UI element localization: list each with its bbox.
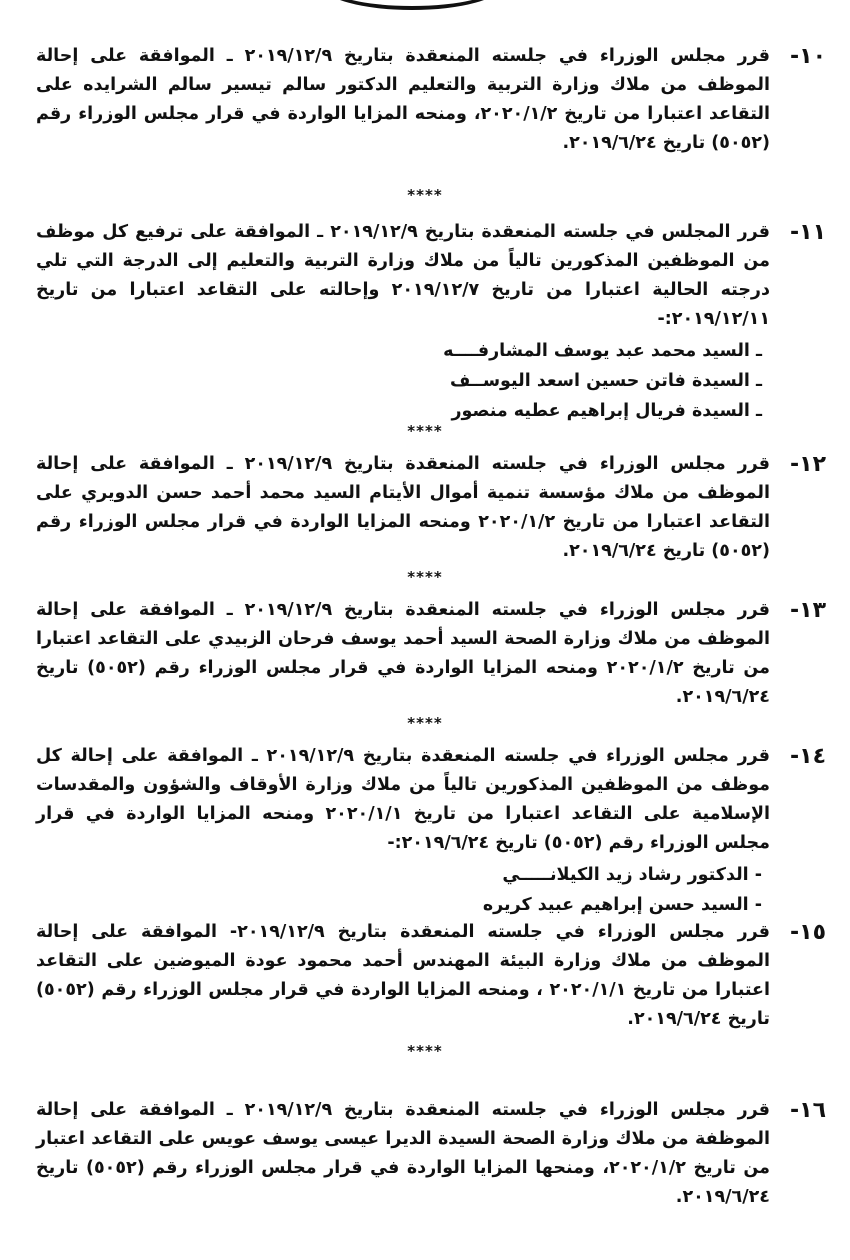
decision-item-13: [36, 596, 826, 712]
names-list: [36, 860, 770, 920]
item-number: ١٢-: [790, 452, 826, 477]
decision-item-14: [36, 742, 826, 920]
item-text: قرر مجلس الوزراء في جلسته المنعقدة بتاريخ ٢٠١٩/١٢/٩ ـ الموافقة على إحالة الموظف من ملاك وزارة التربية والتعليم الدكتور سالم تيسير سالم الشرايده على التقاعد اعتبارا من تاريخ ٢٠٢٠/١/٢، ومنحه المزايا الواردة في قرار مجلس الوزراء رقم (٥٠٥٢) تاريخ ٢٠١٩/٦/٢٤.: [36, 46, 770, 153]
item-text: قرر مجلس الوزراء في جلسته المنعقدة بتاريخ ٢٠١٩/١٢/٩ ـ الموافقة على إحالة الموظف من ملاك مؤسسة تنمية أموال الأيتام السيد محمد أحمد حسن الدويري على التقاعد اعتبارا من تاريخ ٢٠٢٠/١/٢ ومنحه المزايا الواردة في قرار مجلس الوزراء رقم (٥٠٥٢) تاريخ ٢٠١٩/٦/٢٤.: [36, 454, 770, 561]
item-number: ١٣-: [790, 598, 826, 623]
separator: ****: [407, 714, 443, 732]
list-item: - السيد حسن إبراهيم عبيد كريره: [482, 895, 762, 915]
separator: ****: [407, 422, 443, 440]
decision-item-12: [36, 450, 826, 566]
list-item: ـ السيدة فريال إبراهيم عطيه منصور: [451, 401, 762, 421]
item-text: قرر مجلس الوزراء في جلسته المنعقدة بتاريخ ٢٠١٩/١٢/٩ ـ الموافقة على إحالة كل موظف من الموظفين المذكورين تالياً من ملاك وزارة الأوقاف والشؤون والمقدسات الإسلامية على التقاعد اعتبارا من تاريخ ٢٠٢٠/١/١ ومنحه المزايا الواردة في قرار مجلس الوزراء رقم (٥٠٥٢) تاريخ ٢٠١٩/٦/٢٤:-: [36, 746, 770, 853]
decision-item-11: [36, 218, 826, 426]
names-list: [36, 336, 770, 426]
list-item: ـ السيد محمد عبد يوسف المشارفــــه: [443, 341, 762, 361]
item-number: ١١-: [790, 220, 826, 245]
separator: ****: [407, 186, 443, 204]
item-number: ١٤-: [790, 744, 826, 769]
list-item: ـ السيدة فاتن حسين اسعد اليوســف: [450, 371, 762, 391]
item-text: قرر مجلس الوزراء في جلسته المنعقدة بتاريخ ٢٠١٩/١٢/٩- الموافقة على إحالة الموظف من ملاك وزارة البيئة المهندس أحمد محمود عودة الميوضين على التقاعد اعتبارا من تاريخ ٢٠٢٠/١/١ ، ومنحه المزايا الواردة في قرار مجلس الوزراء رقم (٥٠٥٢) تاريخ ٢٠١٩/٦/٢٤.: [36, 922, 770, 1029]
item-number: ١٦-: [790, 1098, 826, 1123]
item-text: قرر مجلس الوزراء في جلسته المنعقدة بتاريخ ٢٠١٩/١٢/٩ ـ الموافقة على إحالة الموظفة من ملاك وزارة الصحة السيدة الديرا عيسى يوسف عويس على التقاعد اعتبار من تاريخ ٢٠٢٠/١/٢، ومنحها المزايا الواردة في قرار مجلس الوزراء رقم (٥٠٥٢) تاريخ ٢٠١٩/٦/٢٤.: [36, 1100, 770, 1207]
decision-item-10: [36, 42, 826, 158]
list-item: - الدكتور رشاد زيد الكيلانـــــي: [502, 865, 762, 885]
decision-item-15: [36, 918, 826, 1034]
separator: ****: [407, 568, 443, 586]
item-number: ١٠-: [790, 44, 826, 69]
item-text: قرر المجلس في جلسته المنعقدة بتاريخ ٢٠١٩/١٢/٩ ـ الموافقة على ترفيع كل موظف من الموظفين المذكورين تالياً من ملاك وزارة التربية والتعليم إلى الدرجة التي تلي درجته الحالية اعتبارا من تاريخ ٢٠١٩/١٢/٧ وإحالته على التقاعد اعتبارا من تاريخ ٢٠١٩/١٢/١١:-: [36, 222, 770, 329]
item-text: قرر مجلس الوزراء في جلسته المنعقدة بتاريخ ٢٠١٩/١٢/٩ ـ الموافقة على إحالة الموظف من ملاك وزارة الصحة السيد أحمد يوسف فرحان الزبيدي على التقاعد اعتبارا من تاريخ ٢٠٢٠/١/٢ ومنحه المزايا الواردة في قرار مجلس الوزراء رقم (٥٠٥٢) تاريخ ٢٠١٩/٦/٢٤.: [36, 600, 770, 707]
item-number: ١٥-: [790, 920, 826, 945]
separator: ****: [407, 1042, 443, 1060]
decision-item-16: [36, 1096, 826, 1212]
header-seal-arc: [322, 0, 502, 10]
